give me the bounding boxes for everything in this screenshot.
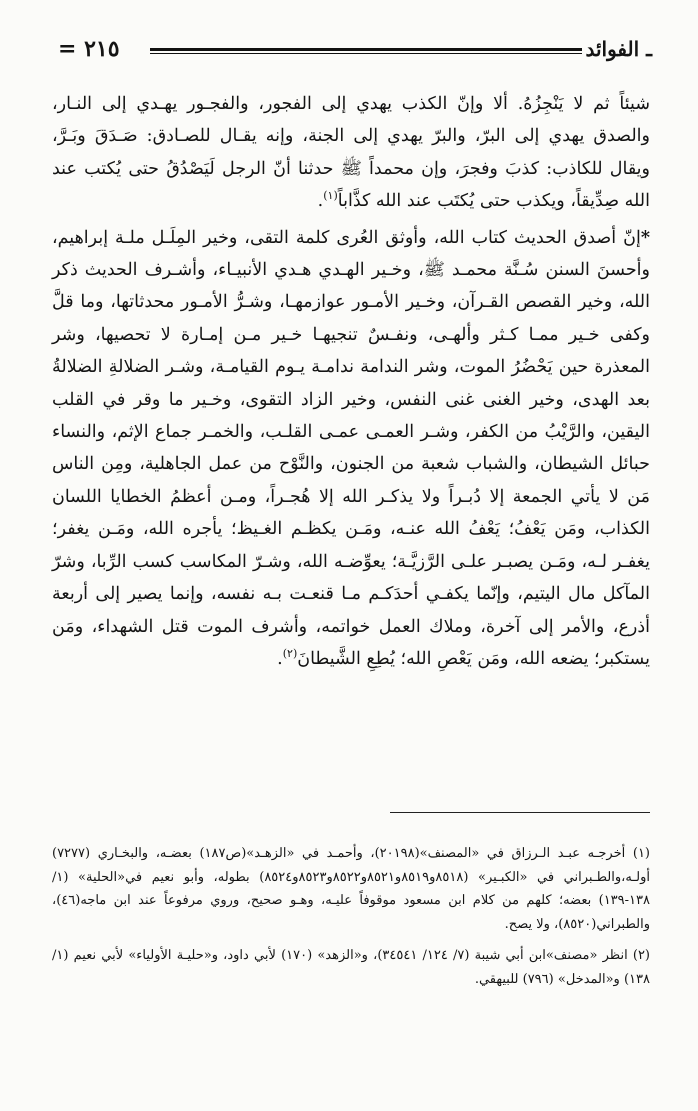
main-text bbox=[52, 88, 650, 675]
footnote-ref-1[interactable]: (١) bbox=[323, 189, 338, 203]
header-rule bbox=[150, 48, 582, 54]
paragraph-2: *إنّ أصدق الحديث كتاب الله، وأوثق العُرى كلمة التقى، وخير المِلَـل ملـة إبراهيم، وأحسنَ السنن سُـنَّة محمـد ﷺ، وخـير الهـدي هـدي الأنبيـاء، وأشـرف الحديث ذكر الله، وخير القصص القـرآن، وخـير الأمـور عوازمهـا، وشـرُّ الأمـور محدثاتها، وما قلَّ وكفى خـير ممـا كـثر وألهـى، ونفـسٌ تنجيهـا خـير مـن إمـارة لا تحصيها، وشر المعذرة حين يَحْضُرُ الموت، وشر الندامة ندامـة يـوم القيامـة، وشـر الضلالةِ الضلالةُ بعد الهدى، وخير الغنى غنى النفس، وخير الزاد التقوى، وخـير ما وقر في القلب اليقين، والرَّيْبُ من الكفر، وشـر العمـى عمـى القلـب، والخمـر جماع الإثم، والنساء حبائل الشيطان، والشباب شعبة من الجنون، والنَّوْح من عمل الجاهلية، ومِن الناس مَن لا يأتي الجمعة إلا دُبـراً ولا يذكـر الله إلا هُجـراً، ومـن أعظمُ الخطايا اللسان الكذاب، ومَن يَعْفُ؛ يَعْفُ الله عنـه، ومَـن يكظـم الغـيظ؛ يأجره الله، ومَـن يغفر؛ يغفـر لـه، ومَـن يصبـر علـى الرَّزيَّـة؛ يعوِّضـه الله، وشـرّ المكاسب كسب الرِّبا، وشرّ المآكل مال اليتيم، وإنّما يكفـي أحدَكـم مـا قنعـت بـه نفسه، وإنما يصير إلى أربعة أذرع، والأمر إلى آخرة، وملاك العمل خواتمه، وأشرف الموت قتل الشهداء، ومَن يستكبر؛ يضعه الله، ومَن يَعْصِ الله؛ يُطِعِ الشَّيطانَ$^{(٢)}$. bbox=[52, 227, 650, 669]
star-marker: * bbox=[640, 227, 650, 248]
running-title: ـ الفوائد bbox=[585, 37, 652, 61]
paragraph-1-text: شيئاً ثم لا يَنْجِزُهُ. ألا وإنّ الكذب يهدي إلى الفجور، والفجـور يهـدي إلى النـار، والصدق يهدي إلى البرّ، والبرّ يهدي إلى الجنة، وإنه يقـال للصـادق: صَـدَقَ وبَـرَّ، ويقال للكاذب: كذبَ وفجرَ، وإن محمداً ﷺ حدثنا أنّ الرجل لَيَصْدُقُ حتى يُكتب عند الله صِدِّيقاً، ويكذب حتى يُكتَب عند الله كذَّاباً bbox=[52, 94, 650, 212]
paragraph-2-text: إنّ أصدق الحديث كتاب الله، وأوثق العُرى كلمة التقى، وخير المِلَـل ملـة إبراهيم، وأحسنَ السنن سُـنَّة محمـد ﷺ، وخـير الهـدي هـدي الأنبيـاء، وأشـرف الحديث ذكر الله، وخير القصص القـرآن، وخـير الأمـور عوازمهـا، وشـرُّ الأمـور محدثاتها، وما قلَّ وكفى خـير ممـا كـثر وألهـى، ونفـسٌ تنجيهـا خـير مـن إمـارة لا تحصيها، وشر المعذرة حين يَحْضُرُ الموت، وشر الندامة ندامـة يـوم القيامـة، وشـر الضلالةِ الضلالةُ بعد الهدى، وخير الغنى غنى النفس، وخير الزاد التقوى، وخـير ما وقر في القلب اليقين، والرَّيْبُ من الكفر، وشـر العمـى عمـى القلـب، والخمـر جماع الإثم، والنساء حبائل الشيطان، والشباب شعبة من الجنون، والنَّوْح من عمل الجاهلية، ومِن الناس مَن لا يأتي الجمعة إلا دُبـراً ولا يذكـر الله إلا هُجـراً، ومـن أعظمُ الخطايا اللسان الكذاب، ومَن يَعْفُ؛ يَعْفُ الله عنـه، ومَـن يكظـم الغـيظ؛ يأجره الله، ومَـن يغفر؛ يغفـر لـه، ومَـن يصبـر علـى الرَّزيَّـة؛ يعوِّضـه الله، وشـرّ المكاسب كسب الرِّبا، وشرّ المآكل مال اليتيم، وإنّما يكفـي أحدَكـم مـا قنعـت بـه نفسه، وإنما يصير إلى أربعة أذرع، والأمر إلى آخرة، وملاك العمل خواتمه، وأشرف الموت قتل الشهداء، ومَن يستكبر؛ يضعه الله، ومَن يَعْصِ الله؛ يُطِعِ الشَّيطانَ bbox=[52, 227, 650, 669]
page-number: = ٢١٥ bbox=[58, 36, 120, 62]
footnote-ref-2[interactable]: (٢) bbox=[282, 647, 298, 661]
footnote-separator bbox=[390, 812, 650, 813]
page-header bbox=[58, 36, 652, 76]
footnotes bbox=[52, 842, 650, 991]
paragraph-1: شيئاً ثم لا يَنْجِزُهُ. ألا وإنّ الكذب يهدي إلى الفجور، والفجـور يهـدي إلى النـار، والصدق يهدي إلى البرّ، والبرّ يهدي إلى الجنة، وإنه يقـال للصـادق: صَـدَقَ وبَـرَّ، ويقال للكاذب: كذبَ وفجرَ، وإن محمداً ﷺ حدثنا أنّ الرجل لَيَصْدُقُ حتى يُكتب عند الله صِدِّيقاً، ويكذب حتى يُكتَب عند الله كذَّاباً$^{(١)}$. bbox=[52, 94, 650, 212]
footnote-2: (٢) انظر «مصنف»ابن أبي شيبة (٧/ ١٢٤/ ٣٤٥٤١)، و«الزهد» (١٧٠) لأبي داود، و«حليـة الأولياء» لأبي نعيم (١/ ١٣٨) و«المدخل» (٧٩٦) للبيهقي. bbox=[52, 948, 650, 987]
footnote-1: (١) أخرجـه عبـد الـرزاق في «المصنف»(٢٠١٩٨)، وأحمـد في «الزهـد»(ص١٨٧) بعضـه، والبخـاري (٧٢٧٧) أولـه،والطـبراني في «الكبـير» (٨٥١٨و٨٥١٩و٨٥٢١و٨٥٢٢و٨٥٢٣و٨٥٢٤) بطوله، وأبو نعيم في«الحلية» (١/ ١٣٨-١٣٩) بعضه؛ كلهم من كلام ابن مسعود موقوفاً عليـه، وهـو صحيح، وروي مرفوعاً عند ابن ماجه(٤٦)، والطبراني(٨٥٢٠)، ولا يصح. bbox=[52, 846, 650, 932]
